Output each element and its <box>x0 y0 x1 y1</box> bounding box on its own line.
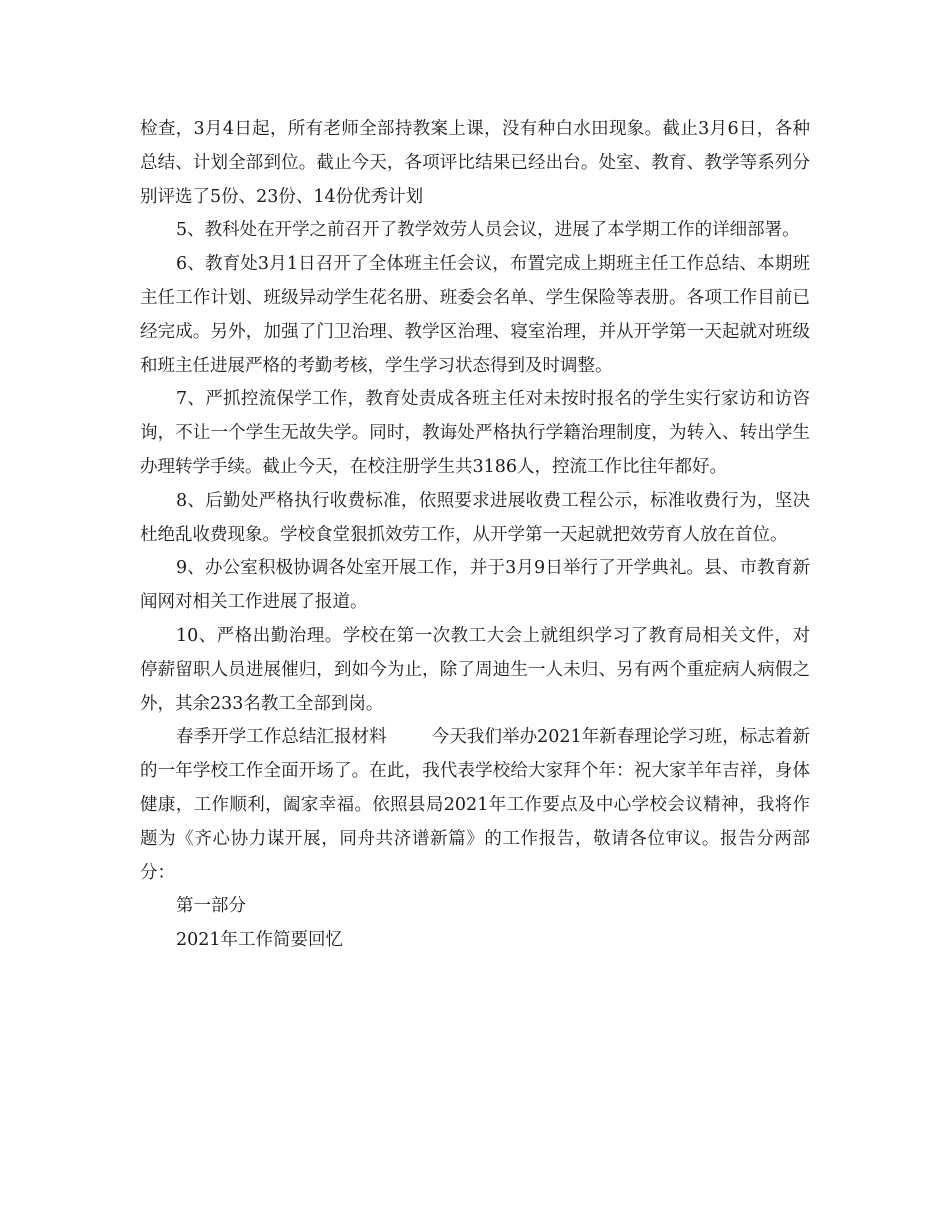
document-body <box>140 113 810 958</box>
paragraph-item-5: 5、教科处在开学之前召开了教学效劳人员会议，进展了本学期工作的详细部署。 <box>176 220 800 241</box>
paragraph-item-7: 7、严抓控流保学工作，教育处责成各班主任对未按时报名的学生实行家访和访咨询，不让一个学生无故失学。同时，教诲处严格执行学籍治理制度，为转入、转出学生办理转学手续。截止今天，在校注册学生共3186人，控流工作比往年都好。 <box>140 389 810 477</box>
paragraph-item-6: 6、教育处3月1日召开了全体班主任会议，布置完成上期班主任工作总结、本期班主任工作计划、班级异动学生花名册、班委会名单、学生保险等表册。各项工作目前已经完成。另外，加强了门卫治理、教学区治理、寝室治理，并从开学第一天起就对班级和班主任进展严格的考勤考核，学生学习状态得到及时调整。 <box>140 254 810 376</box>
section-heading-review: 2021年工作简要回忆 <box>176 930 344 951</box>
paragraph-continued-inspection: 检查，3月4日起，所有老师全部持教案上课，没有种白水田现象。截止3月6日，各种总结、计划全部到位。截止今天，各项评比结果已经出台。处室、教育、教学等系列分别评选了5份、23份、14份优秀计划 <box>140 119 810 207</box>
section-heading-part-one: 第一部分 <box>176 896 246 917</box>
paragraph-report-intro: 春季开学工作总结汇报材料 今天我们举办2021年新春理论学习班，标志着新的一年学校工作全面开场了。在此，我代表学校给大家拜个年：祝大家羊年吉祥，身体健康，工作顺利，阖家幸福。依照县局2021年工作要点及中心学校会议精神，我将作题为《齐心协力谋开展，同舟共济谱新篇》的工作报告，敬请各位审议。报告分两部分： <box>140 727 810 883</box>
paragraph-item-10: 10、严格出勤治理。学校在第一次教工大会上就组织学习了教育局相关文件，对停薪留职人员进展催归，到如今为止，除了周迪生一人未归、另有两个重症病人病假之外，其余233名教工全部到岗。 <box>140 625 810 714</box>
paragraph-item-9: 9、办公室积极协调各处室开展工作，并于3月9日举行了开学典礼。县、市教育新闻网对相关工作进展了报道。 <box>140 558 810 613</box>
paragraph-item-8: 8、后勤处严格执行收费标准，依照要求进展收费工程公示，标准收费行为，坚决杜绝乱收费现象。学校食堂狠抓效劳工作，从开学第一天起就把效劳育人放在首位。 <box>140 490 810 545</box>
